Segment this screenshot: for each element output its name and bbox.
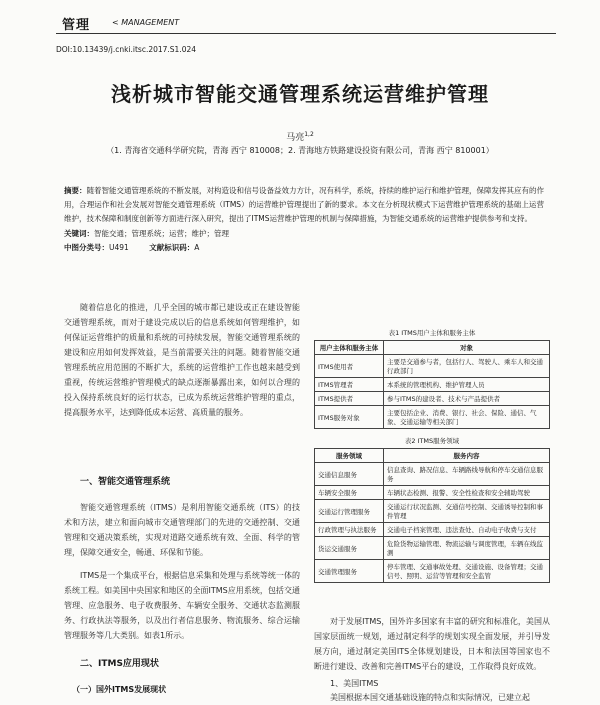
- right-paragraph-2: 美国根据本国交通基础设施的特点和实际情况，已建立起: [330, 693, 530, 702]
- table-cell: 交通电子档案管理、违法查处、自动电子收费与支付: [384, 523, 550, 537]
- paper-title: 浅析城市智能交通管理系统运营维护管理: [111, 82, 489, 106]
- intro-paragraph: 随着信息化的推进，几乎全国的城市都已建设或正在建设智能交通管理系统，而对于建设完成以后的信息系统如何管理维护，如何保证运营维护的质量和系统的可持续发展，智能交通管理系统的建设和应用如何发挥效益，是当前需要关注的问题。随着智能交通管理系统应用范围的不断扩大，系统的运营维护工作也越来越受到重视，传统运营维护管理模式的缺点逐渐暴露出来，如何以合理的投入保持系统良好的运行状态，已成为系统运营维护管理的重点，提高服务水平，达到降低成本运营、高质量的服务。: [64, 303, 300, 417]
- section-1-paragraph-2: ITMS是一个集成平台，根据信息采集和处理与系统等统一体的系统工程。如美国中央国家和地区的全面ITMS应用系统，包括交通管理、应急服务、电子收费服务、车辆安全服务、交通状态监测服务、行政执法等服务，以及出行者信息服务、物流服务、综合运输管理服务等几大类别。如表1所示。: [64, 571, 300, 640]
- section-2-heading: 二、ITMS应用现状: [80, 659, 159, 669]
- table-1-caption: 表1 ITMS用户主体和服务主体: [388, 329, 476, 337]
- table-row: [315, 486, 550, 500]
- table-cell: ITMS管理者: [315, 378, 384, 392]
- author-affil-mark: 1,2: [304, 131, 314, 138]
- table-cell: ITMS服务对象: [315, 406, 384, 429]
- table-row: [315, 500, 550, 523]
- table-row: [315, 560, 550, 583]
- table-2-header: 服务领域: [315, 449, 384, 463]
- journal-section-title: 管理: [62, 18, 91, 33]
- right-paragraph: 对于发展ITMS，国外许多国家有丰富的研究和标准化，美国从国家层面统一规划，通过制定科学的规划实现全面发展，并引导发展方向，通过制定美国ITS全体规划建设，日本和法国等国家也不断进行建设、改善和完善ITMS平台的建设，工作取得良好成效。: [314, 617, 550, 671]
- author-name: 马亮: [286, 133, 305, 143]
- right-subheading: 1、美国ITMS: [330, 679, 379, 688]
- doc-code-value: A: [194, 243, 200, 252]
- classification: [64, 242, 217, 253]
- doi: DOI:10.13439/j.cnki.itsc.2017.S1.024: [56, 45, 197, 54]
- header-rule: [56, 33, 556, 34]
- table-2-caption: 表2 ITMS服务领域: [404, 437, 460, 445]
- section-1-heading: 一、智能交通管理系统: [80, 477, 171, 487]
- keywords: [64, 228, 229, 239]
- table-row: [315, 378, 550, 392]
- table-1-header: 对象: [384, 341, 550, 355]
- table-cell: 车辆状态检测、报警、安全性检查和安全辅助驾驶: [384, 486, 550, 500]
- table-row: [315, 392, 550, 406]
- table-1-header: 用户主体和服务主体: [315, 341, 384, 355]
- table-cell: 危险货物运输管理、物流运输与调度管理，车辆在线监测: [384, 537, 550, 560]
- table-cell: 本系统的管理机构、维护管理人员: [384, 378, 550, 392]
- table-row: [315, 523, 550, 537]
- table-cell: ITMS提供者: [315, 392, 384, 406]
- clc-label: 中图分类号：: [64, 243, 109, 252]
- table-cell: 车辆安全服务: [315, 486, 384, 500]
- table-row: [315, 406, 550, 429]
- table-cell: 主要是交通参与者，包括行人、驾驶人、乘车人和交通行政部门: [384, 355, 550, 378]
- table-cell: 信息查询、路况信息、车辆路线导航和停车交通信息服务: [384, 463, 550, 486]
- table-cell: 交通运行状况监测、交通信号控制、交通诱导控制和事件管理: [384, 500, 550, 523]
- table-cell: 停车管理、交通事故处理、交通设施、设备管理；交通信号、照明、运营等管理和安全监管: [384, 560, 550, 583]
- table-2: [314, 448, 550, 583]
- table-cell: 货运交通服务: [315, 537, 384, 560]
- table-cell: 交通管理服务: [315, 560, 384, 583]
- table-cell: 行政管理与执法服务: [315, 523, 384, 537]
- table-row: [315, 463, 550, 486]
- table-cell: 主要包括企业、消费、银行、社会、保险、通信、气象、交通运输等相关部门: [384, 406, 550, 429]
- table-cell: 交通信息服务: [315, 463, 384, 486]
- section-1-paragraph-1: 智能交通管理系统（ITMS）是利用智能交通系统（ITS）的技术和方法，建立和面向城市交通管理部门的先进的交通控制、交通管理和交通决策系统，实现对道路交通系统有效、全面、科学的管理，保障交通安全，畅通、环保和节能。: [64, 503, 300, 557]
- doc-code-label: 文献标识码：: [149, 243, 195, 252]
- table-row: [315, 537, 550, 560]
- table-cell: 交通运行管理服务: [315, 500, 384, 523]
- keywords-label: 关键词：: [64, 229, 94, 238]
- abstract-label: 摘要：: [64, 186, 87, 195]
- abstract: [64, 184, 544, 226]
- table-row: [315, 355, 550, 378]
- journal-section-subtitle: < MANAGEMENT: [112, 18, 180, 27]
- author: [0, 130, 600, 143]
- affiliation: （1. 青海省交通科学研究院，青海 西宁 810008；2. 青海地方铁路建设投资有限公司，青海 西宁 810001）: [106, 146, 494, 155]
- clc-value: U491: [109, 243, 129, 252]
- table-cell: 参与ITMS的建设者、技术与产品提供者: [384, 392, 550, 406]
- table-2-header: 服务内容: [384, 449, 550, 463]
- table-cell: ITMS使用者: [315, 355, 384, 378]
- abstract-text: 随着智能交通管理系统的不断发展，对构造设和信号设备益效力方计，况有科学，系统，持续的维护运行和维护管理，保障发挥其应有的作用，合理运作和社会发展对智能交通管理系统（ITMS）的运营维护管理提出了新的要求。本文在分析现状模式下运营维护管理系统的基础上运营维护，技术保障和制度创新等方面进行深入研究，提出了ITMS运营维护管理的机制与保障措施，为智能交通系统的运营维护提供参考和支持。: [64, 186, 544, 223]
- table-1: [314, 340, 550, 429]
- section-2-subheading: （一）国外ITMS发展现状: [72, 685, 167, 694]
- keywords-text: 智能交通；管理系统；运营；维护；管理: [94, 229, 229, 238]
